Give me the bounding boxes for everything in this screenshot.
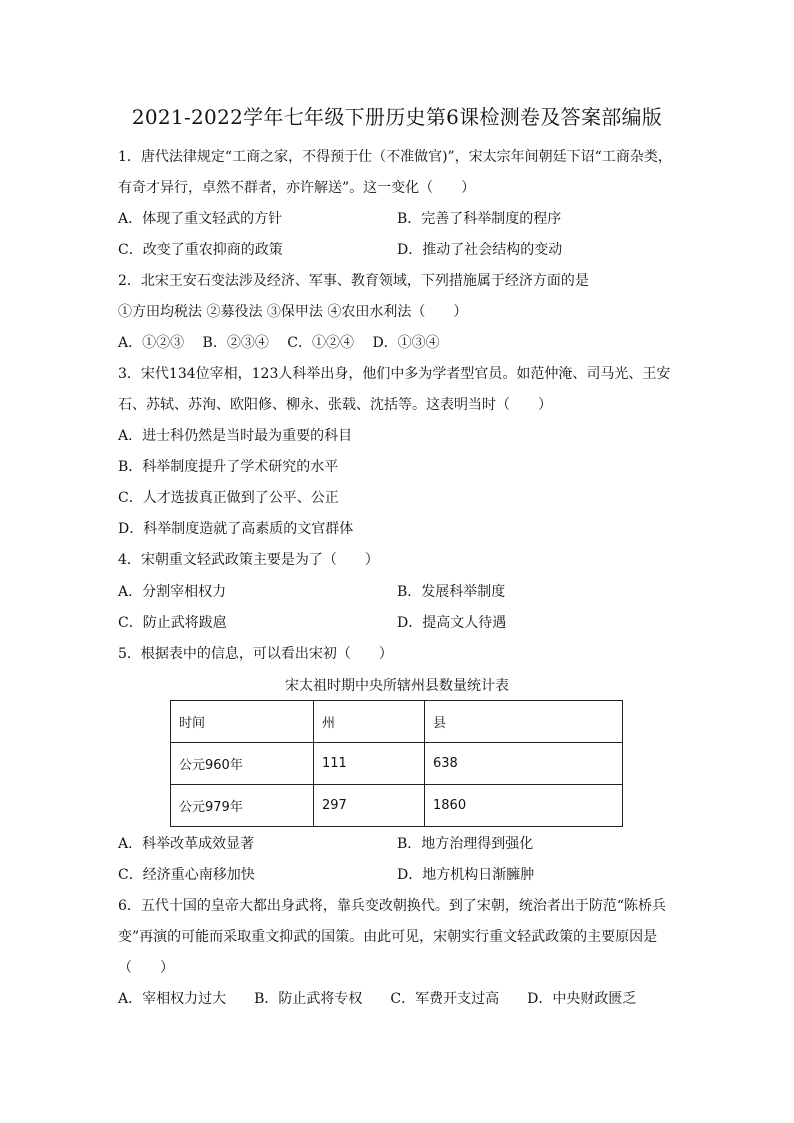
q6-stem-line1: 6．五代十国的皇帝大都出身武将，靠兵变改朝换代。到了宋朝，统治者出于防范“陈桥兵 (118, 898, 667, 914)
table-cell: 公元979年 (171, 785, 314, 827)
q2-options: A．①②③ B．②③④ C．①②④ D．①③④ (118, 335, 440, 351)
q5-option-b: B．地方治理得到强化 (397, 836, 534, 852)
q3-option-a: A．进士科仍然是当时最为重要的科目 (118, 428, 353, 444)
q1-option-b: B．完善了科举制度的程序 (397, 211, 562, 227)
q5-table-title: 宋太祖时期中央所辖州县数量统计表 (285, 678, 509, 694)
page-title: 2021-2022学年七年级下册历史第6课检测卷及答案部编版 (131, 105, 663, 129)
q3-option-b: B．科举制度提升了学术研究的水平 (118, 459, 339, 475)
q2-stem-line2: ①方田均税法 ②募役法 ③保甲法 ④农田水利法（ ） (118, 304, 468, 320)
q5-stem: 5．根据表中的信息，可以看出宋初（ ） (118, 646, 393, 662)
q5-option-d: D．地方机构日渐臃肿 (397, 867, 535, 883)
q3-stem-line1: 3．宋代134位宰相，123人科举出身，他们中多为学者型官员。如范仲淹、司马光、王安 (118, 366, 671, 382)
q5-statistics-table (170, 700, 623, 827)
q4-option-b: B．发展科举制度 (397, 584, 506, 600)
q6-stem-line2: 变”再演的可能而采取重文抑武的国策。由此可见，宋朝实行重文轻武政策的主要原因是 (118, 929, 658, 945)
table-cell: 297 (314, 785, 425, 827)
table-cell: 公元960年 (171, 743, 314, 785)
q3-option-d: D．科举制度造就了高素质的文官群体 (118, 521, 354, 537)
table-header-row (171, 701, 623, 743)
q1-option-c: C．改变了重农抑商的政策 (118, 242, 283, 258)
q6-options: A．宰相权力过大 B．防止武将专权 C．军费开支过高 D．中央财政匮乏 (118, 991, 637, 1007)
q1-option-a: A．体现了重文轻武的方针 (118, 211, 283, 227)
table-header-cell: 县 (425, 701, 623, 743)
q4-option-a: A．分割宰相权力 (118, 584, 227, 600)
q1-stem-line2: 有奇才异行，卓然不群者，亦许解送”。这一变化（ ） (118, 180, 476, 196)
table-row (171, 743, 623, 785)
q4-stem: 4．宋朝重文轻武政策主要是为了（ ） (118, 552, 379, 568)
q3-stem-line2: 石、苏轼、苏洵、欧阳修、柳永、张载、沈括等。这表明当时（ ） (118, 397, 552, 413)
q1-option-d: D．推动了社会结构的变动 (397, 242, 563, 258)
table-header-cell: 时间 (171, 701, 314, 743)
q6-stem-line3: （ ） (118, 960, 174, 976)
table-cell: 1860 (425, 785, 623, 827)
table-row (171, 785, 623, 827)
q4-option-d: D．提高文人待遇 (397, 615, 507, 631)
q4-option-c: C．防止武将跋扈 (118, 615, 227, 631)
table-cell: 638 (425, 743, 623, 785)
q2-stem-line1: 2．北宋王安石变法涉及经济、军事、教育领域，下列措施属于经济方面的是 (118, 273, 589, 289)
q3-option-c: C．人才选拔真正做到了公平、公正 (118, 490, 339, 506)
q1-stem-line1: 1．唐代法律规定“工商之家，不得预于仕（不准做官)”，宋太宗年间朝廷下诏“工商杂类， (118, 149, 672, 165)
q5-option-c: C．经济重心南移加快 (118, 867, 255, 883)
table-cell: 111 (314, 743, 425, 785)
table-header-cell: 州 (314, 701, 425, 743)
q5-option-a: A．科举改革成效显著 (118, 836, 255, 852)
